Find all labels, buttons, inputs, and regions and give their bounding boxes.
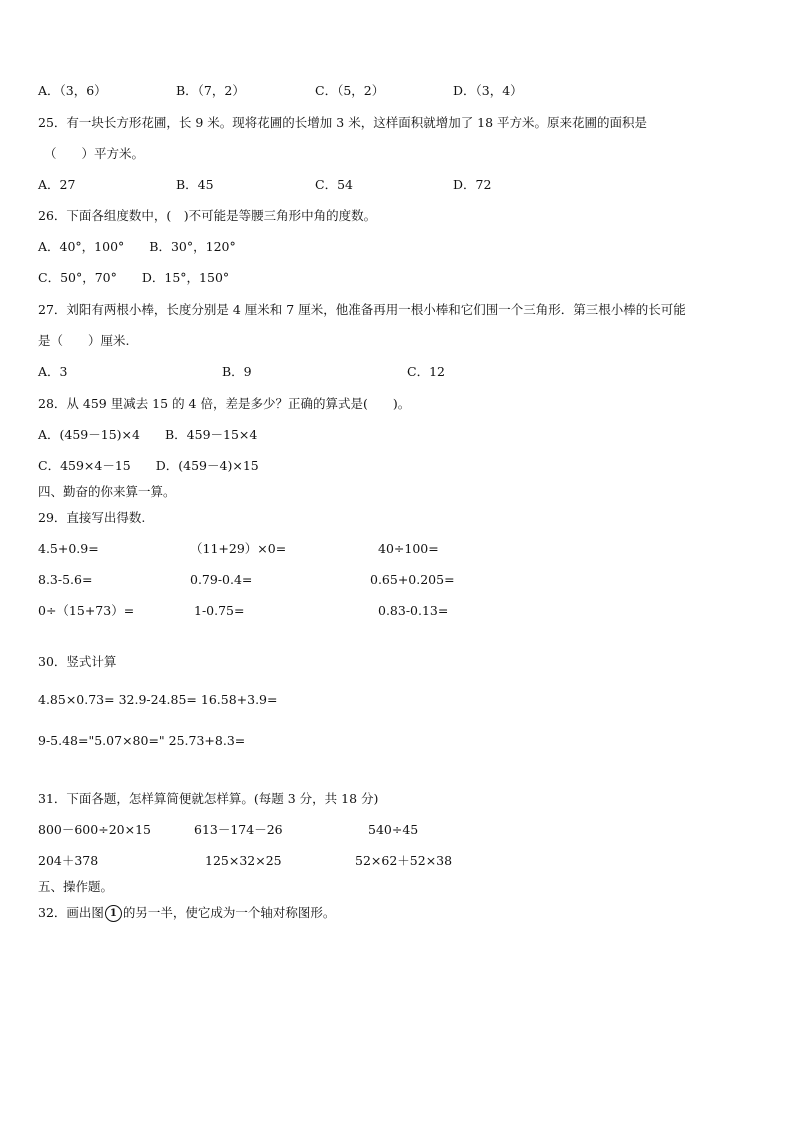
q27-option-c: C．12 [407, 364, 445, 379]
q25-option-d: D．72 [453, 177, 492, 192]
q32-stem-after: 的另一半，使它成为一个轴对称图形。 [122, 905, 336, 920]
q28-options-row1: A．(459－15)×4 B．459－15×4 [38, 427, 258, 442]
section-4-heading: 四、勤奋的你来算一算。 [38, 484, 176, 499]
q29-r1-c1: 4.5+0.9= [38, 541, 99, 556]
q29-r3-c1: 0÷（15+73）= [38, 603, 135, 618]
q24-option-a: A．（3，6） [38, 83, 107, 98]
q31-r1-c2: 613－174－26 [194, 822, 283, 837]
q31-r1-c1: 800－600÷20×15 [38, 822, 151, 837]
q24-option-c: C．（5，2） [315, 83, 385, 98]
q31-r1-c3: 540÷45 [368, 822, 419, 837]
q29-r2-c2: 0.79-0.4= [190, 572, 253, 587]
q27-stem-line1: 27．刘阳有两根小棒，长度分别是 4 厘米和 7 厘米，他准备再用一根小棒和它们围一个三角形．第三根小棒的长可能 [38, 302, 686, 317]
q29-stem: 29．直接写出得数. [38, 510, 146, 525]
q28-stem: 28．从 459 里减去 15 的 4 倍，差是多少？正确的算式是( )。 [38, 396, 411, 411]
q29-r3-c2: 1-0.75= [194, 603, 245, 618]
q24-option-b: B．（7，2） [176, 83, 245, 98]
q29-r1-c3: 40÷100= [378, 541, 439, 556]
q32-stem-before: 32．画出图 [38, 905, 104, 920]
q31-stem: 31．下面各题，怎样算简便就怎样算。(每题 3 分，共 18 分) [38, 791, 379, 806]
q30-stem: 30．竖式计算 [38, 654, 117, 669]
q31-r2-c1: 204＋378 [38, 853, 99, 868]
q24-option-d: D．（3，4） [453, 83, 523, 98]
q30-line2: 9-5.48="5.07×80=" 25.73+8.3= [38, 733, 246, 748]
q27-option-a: A．3 [38, 364, 68, 379]
figure-number-circle: 1 [105, 905, 122, 922]
q31-r2-c3: 52×62＋52×38 [355, 853, 453, 868]
q25-stem-line1: 25．有一块长方形花圃，长 9 米。现将花圃的长增加 3 米，这样面积就增加了 18 平方米。原来花圃的面积是 [38, 115, 648, 130]
q26-stem: 26．下面各组度数中，( )不可能是等腰三角形中角的度数。 [38, 208, 377, 223]
q25-stem-line2: （ ）平方米。 [44, 146, 145, 161]
q31-r2-c2: 125×32×25 [205, 853, 282, 868]
q26-options-row1: A．40°，100° B．30°，120° [38, 239, 236, 254]
q29-r1-c2: （11+29）×0= [190, 541, 287, 556]
section-5-heading: 五、操作题。 [38, 879, 114, 894]
q30-line1: 4.85×0.73= 32.9-24.85= 16.58+3.9= [38, 692, 278, 707]
q25-option-a: A．27 [38, 177, 76, 192]
q32-stem [38, 905, 335, 922]
q25-option-b: B．45 [176, 177, 214, 192]
q27-option-b: B．9 [222, 364, 252, 379]
q26-options-row2: C．50°，70° D．15°，150° [38, 270, 230, 285]
q29-r2-c3: 0.65+0.205= [370, 572, 455, 587]
q29-r2-c1: 8.3-5.6= [38, 572, 93, 587]
q27-stem-line2: 是（ ）厘米. [38, 333, 130, 348]
q25-option-c: C．54 [315, 177, 353, 192]
q28-options-row2: C．459×4－15 D．(459－4)×15 [38, 458, 259, 473]
q29-r3-c3: 0.83-0.13= [378, 603, 449, 618]
